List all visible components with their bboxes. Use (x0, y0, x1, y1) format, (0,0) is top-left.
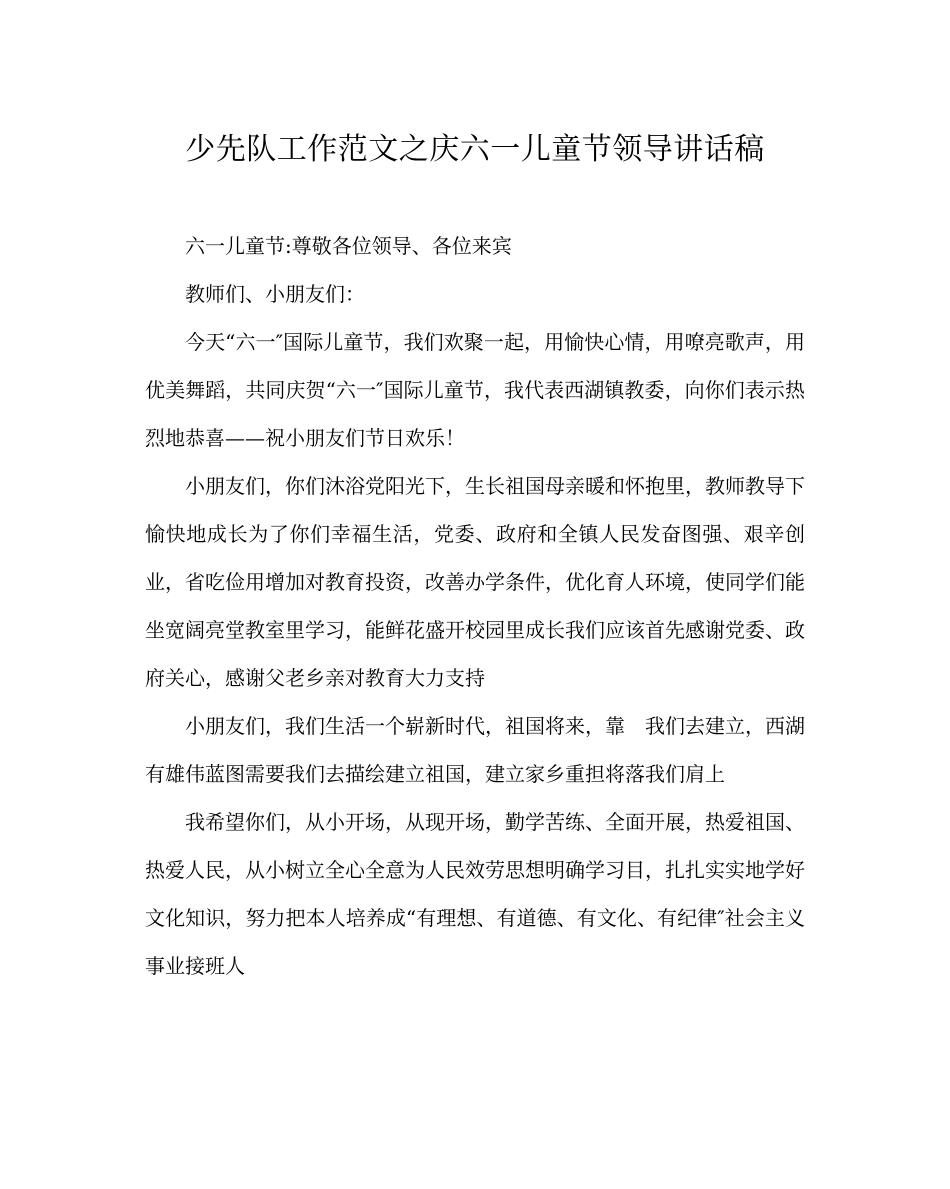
paragraph-hopes: 我希望你们，从小开场，从现开场，勤学苦练、全面开展，热爱祖国、热爱人民，从小树立全心全意为人民效劳思想明确学习目，扎扎实实地学好文化知识，努力把本人培养成“有理想、有道德、有文化、有纪律″社会主义事业接班人 (145, 810, 805, 978)
paragraph-gratitude: 小朋友们，你们沐浴党阳光下，生长祖国母亲暖和怀抱里，教师教导下愉快地成长为了你们幸福生活，党委、政府和全镇人民发奋图强、艰辛创业，省吃俭用增加对教育投资，改善办学条件，优化育人环境，使同学们能坐宽阔亮堂教室里学习，能鲜花盛开校园里成长我们应该首先感谢党委、政府关心，感谢父老乡亲对教育大力支持 (145, 474, 805, 690)
document-body (145, 222, 805, 990)
paragraph-festival-greeting: 今天“六一″国际儿童节，我们欢聚一起，用愉快心情，用嘹亮歌声，用优美舞蹈，共同庆贺“六一″国际儿童节，我代表西湖镇教委，向你们表示热烈地恭喜——祝小朋友们节日欢乐！ (145, 330, 805, 450)
paragraph-greeting: 六一儿童节:尊敬各位领导、各位来宾 (185, 234, 512, 258)
paragraph-salutation: 教师们、小朋友们： (185, 282, 365, 306)
paragraph-new-era: 小朋友们，我们生活一个崭新时代，祖国将来，靠 我们去建立，西湖有雄伟蓝图需要我们去描绘建立祖国，建立家乡重担将落我们肩上 (145, 714, 805, 786)
document-title: 少先队工作范文之庆六一儿童节领导讲话稿 (185, 132, 765, 167)
